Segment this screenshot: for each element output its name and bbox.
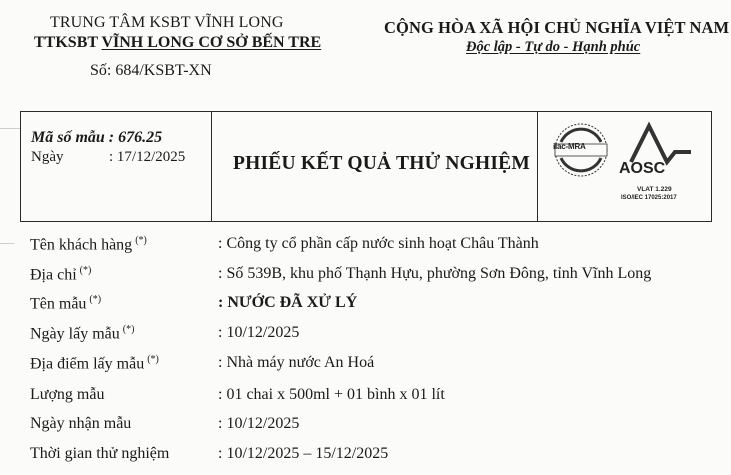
issue-date-label: Ngày (31, 149, 64, 165)
required-mark: (*) (89, 294, 102, 305)
required-mark: (*) (147, 354, 159, 365)
required-mark: (*) (122, 324, 135, 335)
vlat-code: VLAT 1.229 (637, 186, 672, 193)
required-mark: (*) (135, 235, 147, 246)
field-value: : NƯỚC ĐÃ XỬ LÝ (218, 294, 358, 311)
field-label-text: Địa điểm lấy mẫu (30, 355, 145, 373)
organization-branch (34, 34, 321, 52)
document-title: PHIẾU KẾT QUẢ THỬ NGHIỆM (233, 153, 530, 174)
field-label (30, 354, 159, 373)
aosc-text: AOSC (619, 160, 666, 177)
field-label-text: Tên mẫu (30, 295, 87, 313)
field-value: : 10/12/2025 (218, 415, 300, 432)
required-mark: (*) (79, 265, 92, 276)
issue-date-value: : 17/12/2025 (109, 149, 186, 165)
field-value: : 10/12/2025 – 15/12/2025 (218, 445, 389, 462)
field-label (30, 294, 101, 313)
field-label-text: Địa chỉ (30, 266, 77, 284)
box-divider (211, 112, 212, 221)
sample-info-box (20, 111, 712, 222)
box-divider (537, 112, 538, 221)
field-label (30, 265, 91, 284)
sample-code: Mã số mẫu : 676.25 (31, 129, 163, 146)
iso-standard: ISO/IEC 17025:2017 (621, 195, 677, 201)
field-label: Thời gian thử nghiệm (30, 445, 170, 462)
document-number: Số: 684/KSBT-XN (90, 62, 212, 79)
national-motto: Độc lập - Tự do - Hạnh phúc (466, 39, 641, 55)
field-value: : Số 539B, khu phố Thạnh Hựu, phường Sơn Đông, tỉnh Vĩnh Long (218, 265, 652, 282)
republic-heading: CỘNG HÒA XÃ HỘI CHỦ NGHĨA VIỆT NAM (384, 18, 730, 37)
field-value: : Công ty cổ phần cấp nước sinh hoạt Châu Thành (218, 235, 539, 252)
field-value: : 01 chai x 500ml + 01 bình x 01 lít (218, 386, 445, 403)
field-value: : Nhà máy nước An Hoá (218, 354, 375, 371)
organization-branch-prefix: TTKSBT (34, 34, 102, 51)
organization-name: TRUNG TÂM KSBT VĨNH LONG (50, 14, 284, 31)
field-value: : 10/12/2025 (218, 324, 300, 341)
ilac-mra-text: ilac-MRA (553, 142, 586, 151)
field-label-text: Ngày lấy mẫu (30, 325, 120, 343)
scan-mark (0, 128, 20, 129)
field-label: Lượng mẫu (30, 386, 105, 403)
field-label-text: Tên khách hàng (30, 236, 133, 254)
field-label (30, 235, 147, 254)
organization-branch-underlined: VĨNH LONG CƠ SỞ BẾN TRE (101, 34, 322, 51)
accreditation-logos (551, 120, 701, 212)
field-label (30, 324, 134, 343)
field-label: Ngày nhận mẫu (30, 415, 132, 432)
scan-mark (0, 243, 14, 244)
